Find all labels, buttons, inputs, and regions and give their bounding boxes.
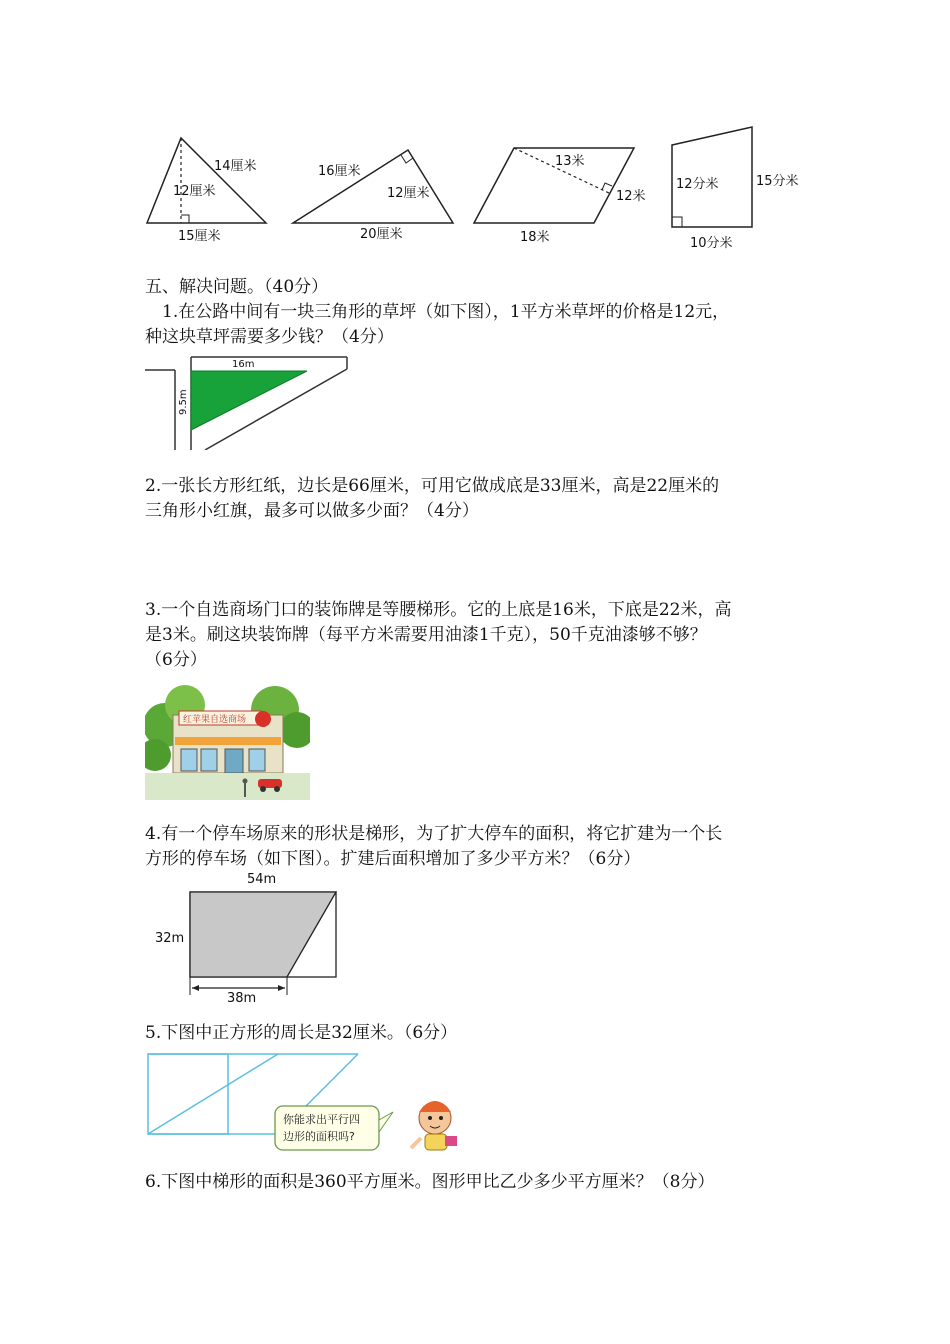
- fig1-side-label: 14厘米: [214, 159, 257, 174]
- q4-line2: 方形的停车场（如下图）。扩建后面积增加了多少平方米？（6分）: [145, 849, 641, 869]
- fig3-diag-label: 13米: [555, 154, 585, 169]
- q5-speech-bubble: [275, 1106, 393, 1150]
- fig2-height-label: 12厘米: [387, 186, 430, 201]
- fig4-base-label: 10分米: [690, 236, 733, 251]
- top-figures: [140, 120, 820, 260]
- q5-bubble-line2: 边形的面积吗?: [283, 1130, 355, 1143]
- q4-top-label: 54m: [247, 872, 277, 887]
- q6-line1: 6.下图中梯形的面积是360平方厘米。图形甲比乙少多少平方厘米？（8分）: [145, 1172, 715, 1192]
- q5-bubble-line1: 你能求出平行四: [283, 1113, 360, 1126]
- q3-line1: 3.一个自选商场门口的装饰牌是等腰梯形。它的上底是16米，下底是22米，高: [145, 600, 732, 620]
- fig3-base-label: 18米: [520, 230, 550, 245]
- q1-side-label: 9.5m: [178, 389, 189, 415]
- q5-square-figure: [145, 1050, 475, 1160]
- fig4-left-label: 12分米: [676, 177, 719, 192]
- fig3-height-label: 12米: [616, 189, 646, 204]
- q1-road-figure: [145, 355, 355, 450]
- q4-line1: 4.有一个停车场原来的形状是梯形，为了扩大停车的面积，将它扩建为一个长: [145, 824, 723, 844]
- fig1-base-label: 15厘米: [178, 229, 221, 244]
- q5-line1: 5.下图中正方形的周长是32厘米。（6分）: [145, 1023, 458, 1043]
- fig1-height-label: 12厘米: [173, 184, 216, 199]
- q3-store-illustration: [145, 675, 310, 800]
- q4-parking-figure: [145, 870, 350, 1010]
- q3-store-sign: 红苹果自选商场: [183, 715, 247, 725]
- figure-triangle-1: [147, 138, 266, 244]
- q4-side-label: 32m: [155, 931, 185, 946]
- section-title: 五、解决问题。（40分）: [145, 277, 329, 297]
- fig2-base-label: 20厘米: [360, 227, 403, 242]
- q1-line2: 种这块草坪需要多少钱？（4分）: [145, 327, 394, 347]
- q4-bottom-label: 38m: [227, 991, 257, 1006]
- figure-parallelogram: [474, 148, 646, 245]
- q5-cartoon-child: [411, 1101, 457, 1150]
- figure-triangle-2: [293, 150, 453, 242]
- fig4-right-label: 15分米: [756, 174, 799, 189]
- figure-trapezoid-top: [672, 127, 799, 251]
- q2-line2: 三角形小红旗，最多可以做多少面？（4分）: [145, 501, 479, 521]
- q2-line1: 2.一张长方形红纸，边长是66厘米，可用它做成底是33厘米，高是22厘米的: [145, 476, 720, 496]
- q1-top-label: 16m: [232, 359, 255, 370]
- q3-line3: （6分）: [145, 650, 207, 670]
- fig2-left-label: 16厘米: [318, 164, 361, 179]
- q1-line1: 1.在公路中间有一块三角形的草坪（如下图），1平方米草坪的价格是12元，: [162, 302, 730, 322]
- q3-line2: 是3米。刷这块装饰牌（每平方米需要用油漆1千克），50千克油漆够不够？: [145, 625, 707, 645]
